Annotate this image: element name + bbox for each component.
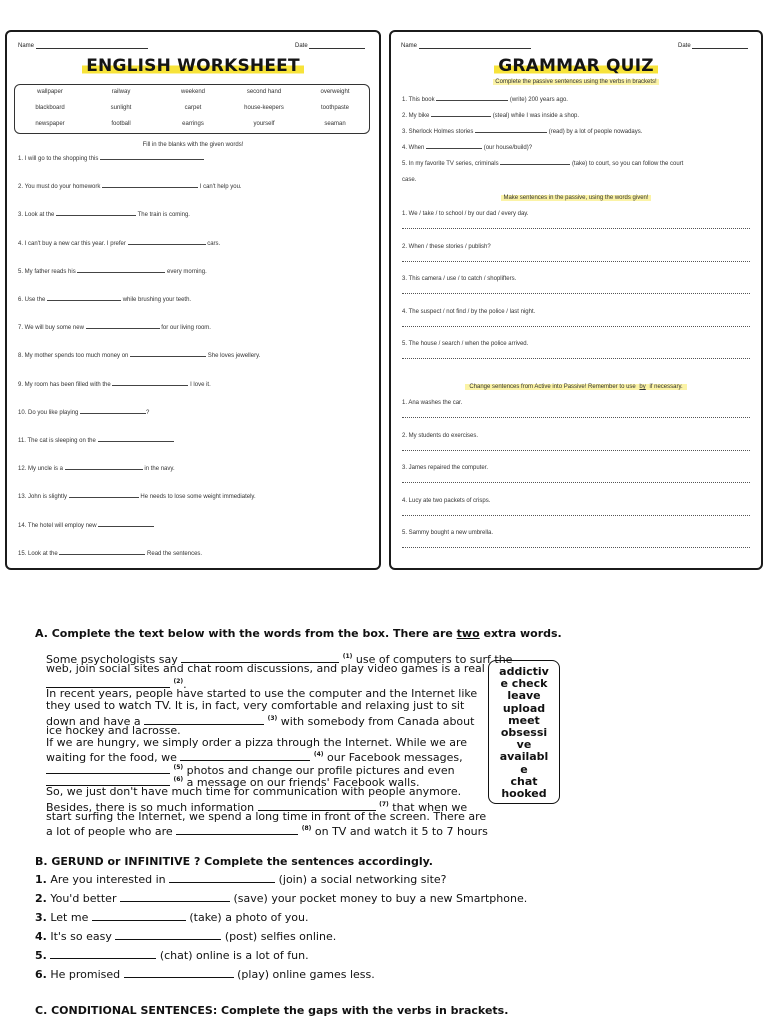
word-bank-item: yourself <box>253 121 275 127</box>
answer-blank[interactable] <box>86 324 160 329</box>
text-line <box>46 700 464 712</box>
question-text: 2. My bike <box>402 113 430 119</box>
answer-blank[interactable] <box>56 211 136 216</box>
word-bank-item: newspaper <box>35 121 65 127</box>
word-box-item: chat <box>510 774 538 788</box>
english-worksheet-panel <box>5 30 381 570</box>
question-text-end: (play) online games less. <box>237 968 375 981</box>
quiz-question <box>402 128 642 135</box>
quiz-question <box>402 160 683 167</box>
answer-blank[interactable] <box>426 144 482 149</box>
question-text: 5. My father reads his <box>18 268 76 275</box>
question-text: 15. Look at the <box>18 550 58 557</box>
question-text: Are you interested in <box>50 873 166 886</box>
answer-blank[interactable] <box>98 522 154 527</box>
question-text: 4. When <box>402 145 425 151</box>
word-box-item: e check <box>500 677 548 691</box>
answer-line[interactable] <box>402 547 750 548</box>
text-segment: they used to watch TV. It is, in fact, very comfortable and relaxing just to sit <box>46 699 465 713</box>
worksheet-question <box>18 183 242 190</box>
answer-line[interactable] <box>402 293 750 294</box>
question-text-end: (take) to court, so you can follow the court <box>571 161 684 167</box>
text-line <box>46 823 488 838</box>
worksheet-question <box>18 465 175 472</box>
question-text: 6. Use the <box>18 297 46 303</box>
text-line <box>46 737 467 749</box>
question-number: 6. <box>35 968 47 981</box>
gap-number: (1) <box>342 653 353 660</box>
word-bank-item: blackboard <box>35 105 65 111</box>
word-box-item: addictiv <box>499 665 549 678</box>
text-line <box>46 811 486 823</box>
word-box-item: ve <box>516 738 532 752</box>
quiz-instruction-1: Complete the passive sentences using the verbs in brackets! <box>495 79 657 85</box>
date-field <box>295 43 365 49</box>
answer-blank[interactable] <box>80 409 146 414</box>
word-bank-item: carpet <box>184 105 202 111</box>
name-field <box>401 43 531 49</box>
text-segment: ice hockey and lacrosse. <box>46 723 181 737</box>
worksheet-question <box>18 381 211 388</box>
text-segment: waiting for the food, we <box>46 751 177 765</box>
word-box-item: meet <box>508 713 540 727</box>
answer-blank[interactable] <box>98 437 174 442</box>
date-field <box>678 43 748 49</box>
question-text-end: (join) a social networking site? <box>278 873 447 886</box>
word-bank-item: wallpaper <box>37 89 63 95</box>
answer-line[interactable] <box>402 358 750 359</box>
answer-blank[interactable] <box>475 128 547 133</box>
question-text-end: (save) your pocket money to buy a new Smartphone. <box>233 892 528 905</box>
word-bank-item: overweight <box>320 89 350 95</box>
gap-number: (7) <box>379 800 389 808</box>
answer-blank[interactable] <box>120 892 230 902</box>
text-segment: In recent years, people have started to use the computer and the Internet like <box>46 686 478 700</box>
gerund-question <box>35 968 375 981</box>
answer-blank[interactable] <box>50 949 156 959</box>
section-c-title: C. CONDITIONAL SENTENCES: Complete the gaps with the verbs in brackets. <box>35 1004 509 1017</box>
text-segment: photos and change our profile pictures and even <box>186 763 455 777</box>
question-text: 3. Sherlock Holmes stories <box>402 129 474 135</box>
quiz-question: 4. Lucy ate two packets of crisps. <box>402 497 491 504</box>
worksheet-question <box>18 240 220 247</box>
quiz-question: 5. Sammy bought a new umbrella. <box>402 530 494 537</box>
answer-blank[interactable] <box>436 96 508 101</box>
question-text: 1. I will go to the shopping this <box>18 156 99 162</box>
question-text-end: for our living room. <box>161 325 211 332</box>
worksheet-question <box>18 409 149 416</box>
question-text: 8. My mother spends too much money on <box>18 353 129 360</box>
text-segment: web, join social sites and chat room discussions, and play video games is a real <box>46 662 485 676</box>
quiz-title: GRAMMAR QUIZ <box>391 56 761 76</box>
gap-blank[interactable] <box>180 751 310 761</box>
worksheet-question <box>18 296 191 303</box>
question-text-end: (post) selfies online. <box>224 930 337 943</box>
quiz-question: 3. James repaired the computer. <box>402 465 489 472</box>
question-text: It's so easy <box>50 930 112 943</box>
answer-blank[interactable] <box>115 930 221 940</box>
answer-line[interactable] <box>402 450 750 451</box>
answer-blank[interactable] <box>77 268 165 273</box>
gap-number: (6) <box>173 776 184 783</box>
answer-blank[interactable] <box>500 160 570 165</box>
section-a-word-box <box>488 660 560 804</box>
answer-blank[interactable] <box>65 465 143 470</box>
question-text-end: every morning. <box>167 268 207 275</box>
word-bank-item: football <box>111 121 131 127</box>
question-text: 3. Look at the <box>18 212 55 219</box>
question-text-end: (our house/build)? <box>483 145 533 151</box>
worksheet-title: ENGLISH WORKSHEET <box>7 56 379 76</box>
quiz-question: 2. My students do exercises. <box>402 432 479 439</box>
question-text-end: (read) by a lot of people nowadays. <box>548 129 643 135</box>
quiz-question <box>402 112 579 119</box>
quiz-question: 5. The house / search / when the police arrived. <box>402 341 529 347</box>
name-label: Name <box>401 43 418 49</box>
date-blank[interactable] <box>692 43 748 49</box>
question-number: 3. <box>35 911 47 924</box>
date-blank[interactable] <box>309 43 365 49</box>
quiz-instruction-3: Change sentences from Active into Passive! Remember to use by if necessary. <box>391 384 761 390</box>
answer-line[interactable] <box>402 515 750 516</box>
question-text-end: ? <box>146 409 150 416</box>
gap-blank[interactable] <box>176 825 298 835</box>
text-line <box>46 663 485 675</box>
word-box-item: leave <box>507 689 541 703</box>
text-segment: with somebody from Canada about <box>280 714 475 728</box>
question-text: 11. The cat is sleeping on the <box>18 438 96 444</box>
question-text-end: I can't help you. <box>199 184 242 191</box>
word-bank-item: earrings <box>182 121 204 127</box>
worksheet-question <box>18 550 202 557</box>
question-text-end: The train is coming. <box>137 212 190 219</box>
worksheet-question <box>18 211 190 218</box>
gerund-question <box>35 949 309 962</box>
quiz-question <box>402 144 532 151</box>
word-box-item: e <box>520 762 528 776</box>
word-box-item: availabl <box>499 750 549 764</box>
question-text-end: She loves jewellery. <box>207 353 261 360</box>
answer-blank[interactable] <box>102 183 198 188</box>
word-bank-box <box>14 84 370 134</box>
worksheet-question <box>18 522 154 529</box>
gap-blank[interactable] <box>46 764 170 774</box>
question-text-end: I love it. <box>190 381 211 388</box>
question-text: 14. The hotel will employ new <box>18 522 97 529</box>
question-text-end: He needs to lose some weight immediately. <box>140 494 256 501</box>
question-text: 9. My room has been filled with the <box>18 381 111 388</box>
quiz-question: 1. Ana washes the car. <box>402 400 463 406</box>
text-segment: use of computers to surf the <box>355 653 513 666</box>
answer-line[interactable] <box>402 482 750 483</box>
gerund-question <box>35 873 446 886</box>
question-text: You'd better <box>50 892 117 905</box>
text-line <box>46 688 477 700</box>
question-number: 5. <box>35 949 47 962</box>
worksheet-question <box>18 437 174 444</box>
answer-blank[interactable] <box>59 550 145 555</box>
text-segment: that when we <box>392 800 468 814</box>
text-segment: So, we just don't have much time for communication with people anymore. <box>46 785 462 799</box>
word-box-item: hooked <box>501 787 547 800</box>
text-segment: a message on our friends' Facebook walls. <box>186 776 420 789</box>
question-text-end: (write) 200 years ago. <box>509 97 568 103</box>
word-bank-item: sunlight <box>110 105 132 111</box>
section-a-text <box>46 650 513 839</box>
quiz-instruction-2: Make sentences in the passive, using the words given! <box>503 195 649 201</box>
answer-blank[interactable] <box>112 381 188 386</box>
question-text: 1. This book <box>402 97 435 103</box>
gerund-question <box>35 911 309 924</box>
word-bank-item: second hand <box>246 89 282 95</box>
word-box-item: obsessi <box>500 726 548 739</box>
worksheet-question <box>18 352 260 359</box>
worksheet-question <box>18 324 211 331</box>
date-label: Date <box>678 43 691 49</box>
text-segment: Besides, there is so much information <box>46 800 255 814</box>
text-segment: on TV and watch it 5 to 7 hours <box>314 825 488 839</box>
question-text: 12. My uncle is a <box>18 466 64 473</box>
answer-blank[interactable] <box>124 968 234 978</box>
gap-number: (8) <box>301 825 312 833</box>
name-blank[interactable] <box>419 43 531 49</box>
question-text-end: (take) a photo of you. <box>189 911 309 924</box>
answer-line[interactable] <box>402 228 750 229</box>
question-text-end: while brushing your teeth. <box>122 297 192 303</box>
gerund-question <box>35 930 336 943</box>
quiz-question: 4. The suspect / not find / by the police / last night. <box>402 308 536 315</box>
answer-line[interactable] <box>402 261 750 262</box>
question-text-end: (steal) while I was inside a shop. <box>492 113 580 119</box>
answer-blank[interactable] <box>69 493 139 498</box>
answer-line[interactable] <box>402 326 750 327</box>
date-label: Date <box>295 43 308 49</box>
quiz-question: 2. When / these stories / publish? <box>402 243 491 250</box>
worksheet-question <box>18 155 204 162</box>
answer-blank[interactable] <box>130 352 206 357</box>
question-wrap-text: case. <box>402 177 417 183</box>
gap-number: (3) <box>267 714 278 722</box>
grammar-quiz-panel <box>389 30 763 570</box>
answer-line[interactable] <box>402 417 750 418</box>
question-number: 4. <box>35 930 47 943</box>
question-number: 2. <box>35 892 47 905</box>
question-text: 7. We will buy some new <box>18 325 84 332</box>
answer-blank[interactable] <box>47 296 121 301</box>
section-b-title: B. GERUND or INFINITIVE ? Complete the sentences accordingly. <box>35 855 433 868</box>
text-line <box>46 786 461 798</box>
worksheet-question <box>18 268 207 275</box>
section-a-title: A. Complete the text below with the words from the box. There are two extra words. <box>35 627 562 640</box>
answer-blank[interactable] <box>431 112 491 117</box>
text-segment: . <box>183 677 187 691</box>
gap-number: (2) <box>173 677 184 685</box>
word-bank-item: seaman <box>324 121 346 127</box>
answer-blank[interactable] <box>92 911 186 921</box>
question-text: Let me <box>50 911 89 924</box>
name-blank[interactable] <box>36 43 148 49</box>
word-bank-item: railway <box>111 89 131 95</box>
question-text: 13. John is slightly <box>18 494 68 501</box>
question-text-end: in the navy. <box>144 466 175 473</box>
question-text: 4. I can't buy a new car this year. I prefer <box>18 240 126 247</box>
text-segment: If we are hungry, we simply order a pizza through the Internet. While we are <box>46 736 467 750</box>
name-field <box>18 43 148 49</box>
quiz-question: 3. This camera / use / to catch / shoplifters. <box>402 276 517 282</box>
question-text: 10. Do you like playing <box>18 409 79 416</box>
question-text: 5. In my favorite TV series, criminals <box>402 161 499 167</box>
answer-blank[interactable] <box>128 240 206 245</box>
answer-blank[interactable] <box>169 873 275 883</box>
text-line <box>46 725 181 737</box>
answer-blank[interactable] <box>100 155 204 160</box>
text-segment: a lot of people who are <box>46 825 173 839</box>
text-segment: start surfing the Internet, we spend a long time in front of the screen. There are <box>46 809 487 823</box>
word-bank-item: house-keepers <box>244 105 284 111</box>
text-segment: down and have a <box>46 714 141 728</box>
quiz-question: 1. We / take / to school / by our dad / every day. <box>402 211 529 217</box>
question-text-end: cars. <box>207 240 221 247</box>
text-segment: our Facebook messages, <box>327 751 463 765</box>
word-bank-item: weekend <box>180 89 206 95</box>
name-label: Name <box>18 43 35 49</box>
word-bank-item: toothpaste <box>320 105 350 111</box>
gap-number: (5) <box>173 763 184 771</box>
question-text-end: Read the sentences. <box>147 550 203 557</box>
gerund-question <box>35 892 527 905</box>
question-text: He promised <box>50 968 121 981</box>
text-segment: Some psychologists say <box>46 653 178 666</box>
quiz-question <box>402 96 568 103</box>
word-box-item: upload <box>502 701 546 715</box>
question-number: 1. <box>35 873 47 886</box>
worksheet-instruction: Fill in the blanks with the given words! <box>142 142 244 148</box>
question-text: 2. You must do your homework <box>18 184 101 191</box>
gap-number: (4) <box>313 751 324 759</box>
worksheet-question <box>18 493 256 500</box>
question-text-end: (chat) online is a lot of fun. <box>159 949 309 962</box>
